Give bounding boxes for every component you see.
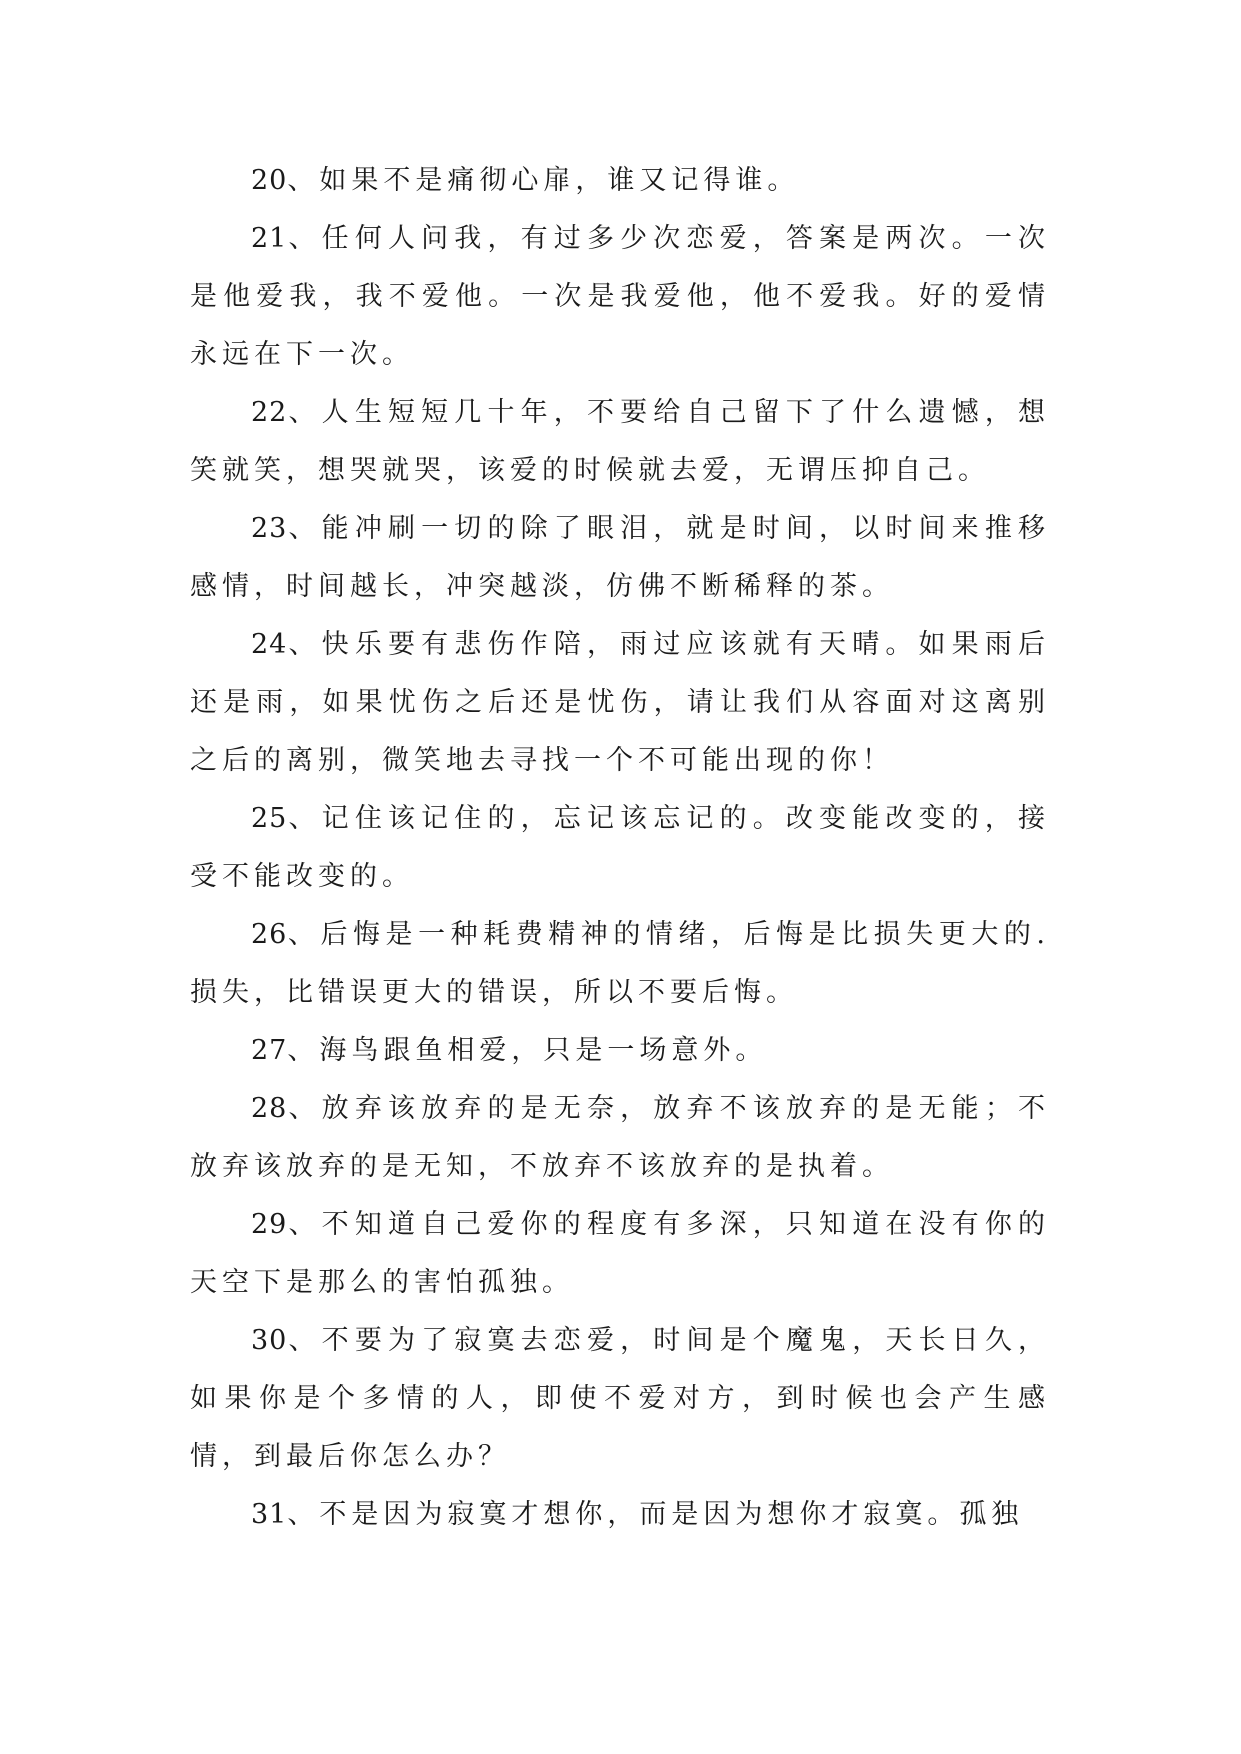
paragraph-21 [190, 210, 1050, 384]
paragraph-text: 、能冲刷一切的除了眼泪，就是时间，以时间来推移感情，时间越长，冲突越淡，仿佛不断稀释的茶。 [190, 513, 1050, 602]
paragraph-text: 、不是因为寂寞才想你，而是因为想你才寂寞。孤独 [287, 1499, 1024, 1530]
paragraph-number: 28 [251, 1093, 288, 1124]
paragraph-number: 24 [251, 629, 288, 660]
paragraph-28 [190, 1080, 1050, 1196]
paragraph-20 [190, 152, 1050, 210]
paragraph-text: 、不知道自己爱你的程度有多深，只知道在没有你的天空下是那么的害怕孤独。 [190, 1209, 1050, 1298]
paragraph-text: 、人生短短几十年，不要给自己留下了什么遗憾，想笑就笑，想哭就哭，该爱的时候就去爱，无谓压抑自己。 [190, 397, 1050, 486]
paragraph-30 [190, 1312, 1050, 1486]
paragraph-number: 30 [251, 1325, 288, 1356]
paragraph-number: 31 [251, 1499, 288, 1530]
paragraph-22 [190, 384, 1050, 500]
paragraph-24 [190, 616, 1050, 790]
paragraph-27 [190, 1022, 1050, 1080]
paragraph-number: 25 [251, 803, 288, 834]
paragraph-text: 、快乐要有悲伤作陪，雨过应该就有天晴。如果雨后还是雨，如果忧伤之后还是忧伤，请让我们从容面对这离别之后的离别，微笑地去寻找一个不可能出现的你！ [190, 629, 1050, 776]
paragraph-text: 、记住该记住的，忘记该忘记的。改变能改变的，接受不能改变的。 [190, 803, 1050, 892]
paragraph-31 [190, 1486, 1050, 1544]
paragraph-number: 29 [251, 1209, 288, 1240]
paragraph-25 [190, 790, 1050, 906]
paragraph-text: 、后悔是一种耗费精神的情绪，后悔是比损失更大的.损失，比错误更大的错误，所以不要后悔。 [190, 919, 1050, 1008]
paragraph-29 [190, 1196, 1050, 1312]
paragraph-number: 22 [251, 397, 288, 428]
paragraph-text: 、任何人问我，有过多少次恋爱，答案是两次。一次是他爱我，我不爱他。一次是我爱他，他不爱我。好的爱情永远在下一次。 [190, 223, 1050, 370]
paragraph-text: 、海鸟跟鱼相爱，只是一场意外。 [287, 1035, 768, 1066]
paragraph-23 [190, 500, 1050, 616]
paragraph-number: 21 [251, 223, 288, 254]
paragraph-number: 27 [251, 1035, 288, 1066]
document-body [190, 152, 1050, 1544]
paragraph-26 [190, 906, 1050, 1022]
paragraph-text: 、不要为了寂寞去恋爱，时间是个魔鬼，天长日久，如果你是个多情的人，即使不爱对方，到时候也会产生感情，到最后你怎么办？ [190, 1325, 1050, 1472]
paragraph-number: 23 [251, 513, 288, 544]
paragraph-text: 、如果不是痛彻心扉，谁又记得谁。 [287, 165, 800, 196]
paragraph-number: 26 [251, 919, 288, 950]
paragraph-text: 、放弃该放弃的是无奈，放弃不该放弃的是无能；不放弃该放弃的是无知，不放弃不该放弃的是执着。 [190, 1093, 1050, 1182]
paragraph-number: 20 [251, 165, 288, 196]
